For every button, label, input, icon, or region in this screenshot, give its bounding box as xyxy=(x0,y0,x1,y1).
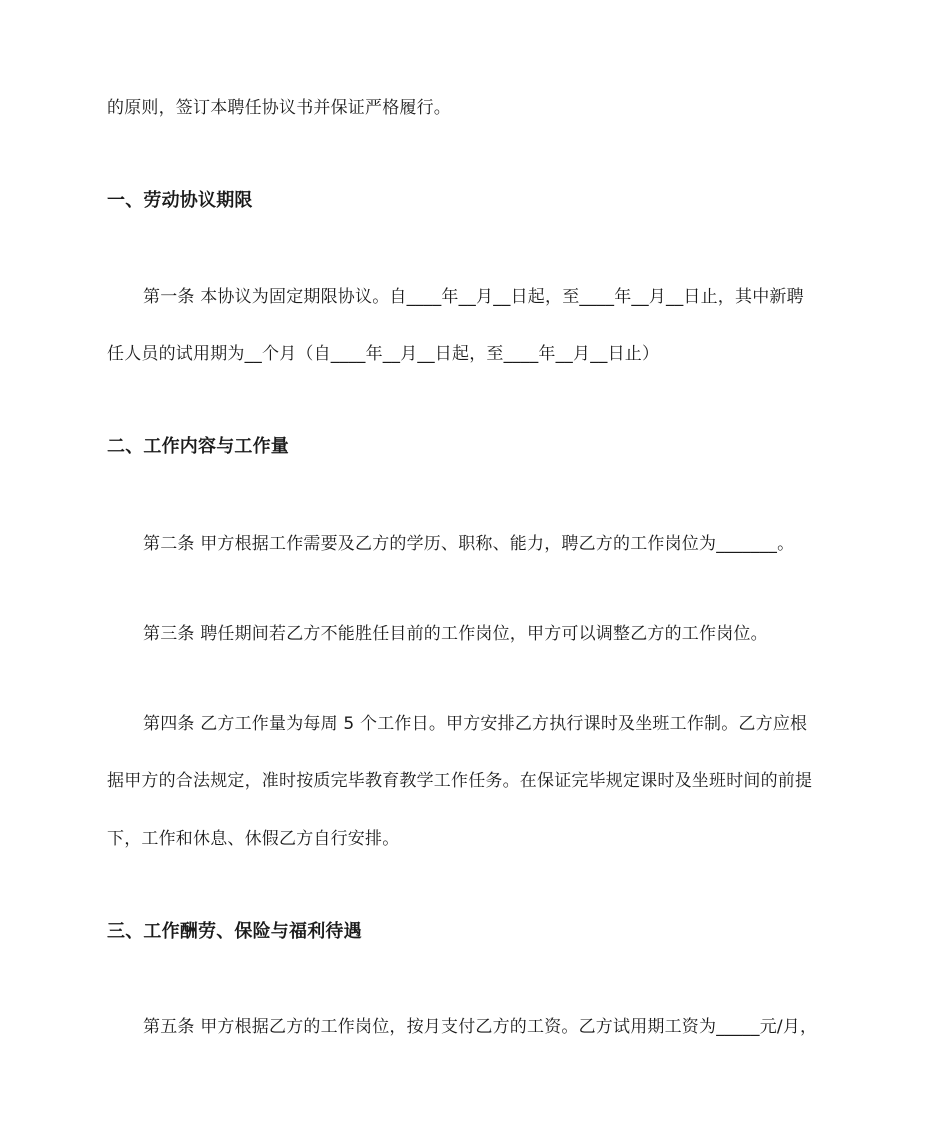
article-4-line-2: 据甲方的合法规定，准时按质完毕教育教学工作任务。在保证完毕规定课时及坐班时间的前提 xyxy=(107,771,813,791)
article-4-line-1: 第四条 乙方工作量为每周 5 个工作日。甲方安排乙方执行课时及坐班工作制。乙方应根 xyxy=(143,714,808,734)
article-4-line-3: 下，工作和休息、休假乙方自行安排。 xyxy=(107,829,400,849)
article-1-line-1: 第一条 本协议为固定期限协议。自____年__月__日起，至____年__月__日止，其中新聘 xyxy=(143,287,804,307)
section-heading-term: 一、劳动协议期限 xyxy=(107,190,253,211)
intro-line: 的原则，签订本聘任协议书并保证严格履行。 xyxy=(107,98,451,118)
article-1-line-2: 任人员的试用期为__个月（自____年__月__日起，至____年__月__日止） xyxy=(107,344,660,364)
article-5-line-1: 第五条 甲方根据乙方的工作岗位，按月支付乙方的工资。乙方试用期工资为_____元/月， xyxy=(143,1017,818,1037)
article-2: 第二条 甲方根据工作需要及乙方的学历、职称、能力，聘乙方的工作岗位为_______。 xyxy=(143,534,795,554)
section-heading-compensation: 三、工作酬劳、保险与福利待遇 xyxy=(107,921,362,942)
article-3: 第三条 聘任期间若乙方不能胜任目前的工作岗位，甲方可以调整乙方的工作岗位。 xyxy=(143,624,768,644)
section-heading-work-content: 二、工作内容与工作量 xyxy=(107,436,289,457)
